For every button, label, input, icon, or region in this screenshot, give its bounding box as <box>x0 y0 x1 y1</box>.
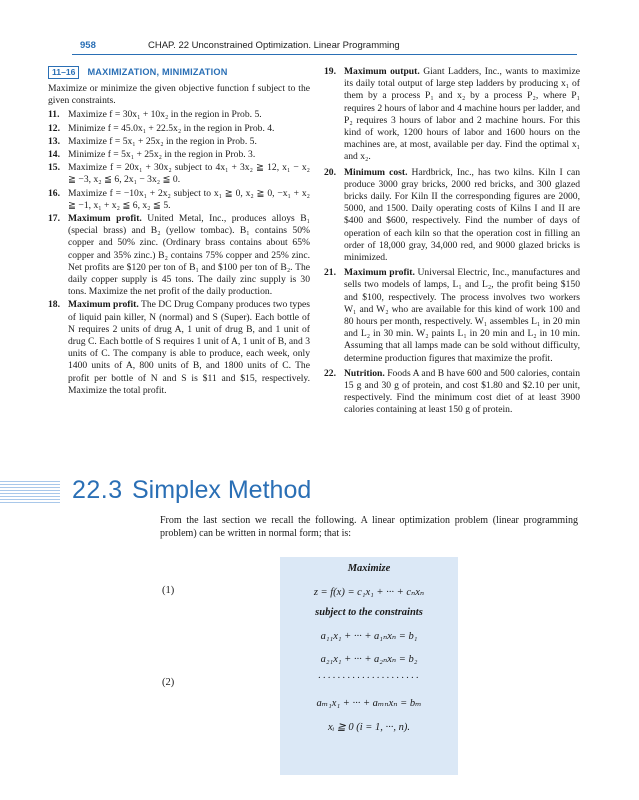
problem-set-title: MAXIMIZATION, MINIMIZATION <box>87 67 228 78</box>
problem-title: Maximum output. <box>344 66 420 77</box>
problem-text <box>344 368 580 417</box>
problem-text <box>344 66 580 164</box>
problem-body: Maximize f = −10x₁ + 2x₂ subject to x₁ ≧ 0, x₂ ≧ 0, −x₁ + x₂ ≧ −1, x₁ + x₂ ≦ 6, x₂ ≦ 5. <box>68 187 310 211</box>
problem-text <box>68 213 310 298</box>
section-number: 22.3 <box>72 476 123 504</box>
problem-number: 21. <box>324 267 336 279</box>
problem-text <box>68 188 310 212</box>
nonnegativity-constraint: xᵢ ≧ 0 (i = 1, ···, n). <box>328 722 410 733</box>
problem-text <box>68 123 310 135</box>
problems-left-column <box>48 66 310 398</box>
problem-number: 17. <box>48 213 60 225</box>
problem-number: 13. <box>48 135 60 147</box>
problem-text <box>68 109 310 121</box>
problem-item <box>48 136 310 148</box>
problem-text <box>68 162 310 186</box>
constraint-row-2: a₂₁x₁ + ··· + a₂ₙxₙ = b₂ <box>320 654 418 665</box>
problem-title: Nutrition. <box>344 367 385 379</box>
problem-body: United Metal, Inc., produces alloys B₁ (special brass) and B₂ (yellow tombac). B₁ contains 50% copper and 50% zinc. (Ordinary brass contains about 65% copper and 35% zinc.) B₂ contains 75% copper and 25% zinc. Net profits are $120 per ton of B₁ and $100 per ton of B₂. The daily copper supply is 45 tons. The daily zinc supply is 30 tons. Maximize the net profit of the daily production. <box>68 213 311 298</box>
problem-item <box>48 188 310 212</box>
problem-text <box>344 167 580 265</box>
problem-number: 11. <box>48 109 60 121</box>
chapter-header: CHAP. 22 Unconstrained Optimization. Linear Programming <box>148 40 400 51</box>
problem-item <box>48 299 310 397</box>
equation-label-1: (1) <box>162 585 175 596</box>
problem-text <box>68 299 310 397</box>
problem-range-badge: 11–16 <box>48 66 79 79</box>
page-number: 958 <box>80 40 96 51</box>
problem-set-heading <box>48 66 310 79</box>
objective-equation: z = f(x) = c₁x₁ + ··· + cₙxₙ <box>313 587 425 598</box>
problem-number: 14. <box>48 149 60 161</box>
problem-number: 15. <box>48 162 60 174</box>
problem-item <box>48 109 310 121</box>
problem-number: 22. <box>324 367 336 379</box>
section-intro-paragraph: From the last section we recall the following. A linear optimization problem (linear programming problem) can be written in normal form; that is: <box>160 515 578 539</box>
constraint-row-1: a₁₁x₁ + ··· + a₁ₙxₙ = b₁ <box>320 631 418 642</box>
problem-body: Universal Electric, Inc., manufactures and sells two models of lamps, L₁ and L₂, the profit being $150 and $100, respectively. The process involves two workers W₁ and W₂ who are available for this kind of work 100 and 80 hours per month, respectively. W₁ assembles L₁ in 20 min and L₂ in 30 min. W₂ paints L₁ in 20 min and L₂ in 10 min. Assuming that all lamps made can be sold without difficulty, determine production figures that maximize the profit. <box>344 267 580 364</box>
header-rule <box>72 54 577 55</box>
maximize-label: Maximize <box>347 563 391 574</box>
problem-body: The DC Drug Company produces two types of liquid pain killer, N (normal) and S (Super). Each bottle of N requires 2 units of drug A, 1 unit of drug B, and 1 unit of drug C. Each bottle of S requires 1 unit of A, 1 unit of B, and 3 units of C. The company is able to produce, each week, only 1400 units of A, 800 units of B, and 1800 units of C. The profit per bottle of N and S is $11 and $15, respectively. Maximize the total profit. <box>68 299 311 396</box>
problem-number: 18. <box>48 299 60 311</box>
constraint-ellipsis: ····················· <box>317 673 421 684</box>
problem-number: 12. <box>48 122 60 134</box>
problem-body: Maximize f = 30x₁ + 10x₂ in the region in Prob. 5. <box>68 109 262 121</box>
problem-item <box>48 149 310 161</box>
section-title: Simplex Method <box>132 476 312 504</box>
problem-list-right <box>324 66 580 417</box>
equation-label-2: (2) <box>162 677 175 688</box>
problem-item <box>324 66 580 164</box>
problem-set-intro: Maximize or minimize the given objective function f subject to the given constraints. <box>48 83 310 107</box>
problem-text <box>68 149 310 161</box>
problem-body: Hardbrick, Inc., has two kilns. Kiln I can produce 3000 gray bricks, 2000 red bricks, and 300 glazed bricks daily. For Kiln II the corresponding figures are 2000, 5000, and 1500. Daily operating costs of Kilns I and II are $400 and $600, respectively. Find the number of days of operation of each kiln so that the operation cost in filling an order of 18,000 gray, 34,000 red, and 9000 glazed bricks is minimized. <box>344 166 581 264</box>
problem-title: Maximum profit. <box>344 267 415 279</box>
problem-title: Maximum profit. <box>68 299 139 311</box>
problem-item <box>324 267 580 365</box>
problem-title: Minimum cost. <box>344 166 408 178</box>
problem-body: Maximize f = 5x₁ + 25x₂ in the region in Prob. 5. <box>68 135 257 147</box>
problem-number: 20. <box>324 166 336 178</box>
problem-text <box>68 136 310 148</box>
problem-text <box>344 267 580 365</box>
problem-body: Giant Ladders, Inc., wants to maximize its daily total output of large step ladders by producing x₁ of them by a process P₁ and x₂ by a process P₂, where P₁ requires 2 hours of labor and 4 machine hours per ladder, and P₂ requires 3 hours of labor and 2 machine hours. For this kind of work, 1200 hours of labor and 1600 hours on the machines are, at most, available per day. Find the optimal x₁ and x₂. <box>344 66 580 163</box>
problem-item <box>48 123 310 135</box>
constraint-row-m: aₘ₁x₁ + ··· + aₘₙxₙ = bₘ <box>316 698 422 709</box>
constraints-label: subject to the constraints <box>315 607 423 618</box>
problem-body: Minimize f = 45.0x₁ + 22.5x₂ in the region in Prob. 4. <box>68 122 275 134</box>
problem-item <box>324 368 580 417</box>
problem-number: 19. <box>324 66 336 77</box>
problem-number: 16. <box>48 187 60 199</box>
problem-title: Maximum profit. <box>68 213 142 225</box>
problem-body: Foods A and B have 600 and 500 calories, contain 15 g and 30 g of protein, and cost $1.80 and $2.10 per unit, respectively. Find the minimum cost diet of at least 3900 calories containing at least 150 g of protein. <box>344 367 580 416</box>
problems-right-column <box>324 66 580 420</box>
problem-item <box>48 213 310 298</box>
problem-item <box>48 162 310 186</box>
problem-list-left <box>48 109 310 397</box>
problem-item <box>324 167 580 265</box>
problem-body: Minimize f = 5x₁ + 25x₂ in the region in Prob. 3. <box>68 149 256 161</box>
problem-body: Maximize f = 20x₁ + 30x₂ subject to 4x₁ + 3x₂ ≧ 12, x₁ − x₂ ≧ −3, x₂ ≦ 6, 2x₁ − 3x₂ ≦ 0. <box>68 162 310 186</box>
